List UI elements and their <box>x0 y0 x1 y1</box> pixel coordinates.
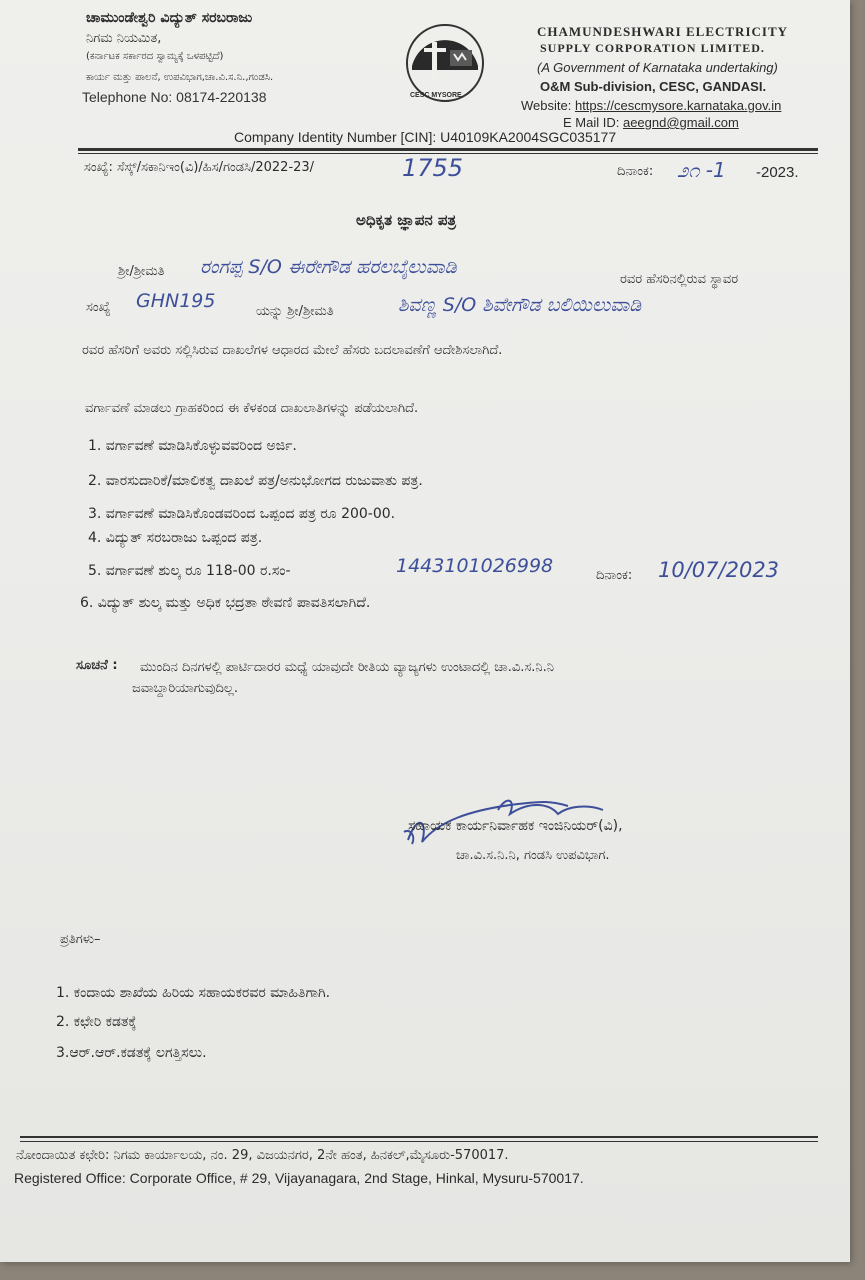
en-org-line4: O&M Sub-division, CESC, GANDASI. <box>540 79 767 94</box>
documents-intro: ವರ್ಗಾವಣೆ ಮಾಡಲು ಗ್ರಾಹಕರಿಂದ ಈ ಕೆಳಕಂಡ ದಾಖಲಾತಿಗಳನ್ನು ಪಡೆಯಲಾಗಿದೆ. <box>85 401 419 416</box>
date-label: ದಿನಾಂಕ: <box>617 164 654 179</box>
en-org-line2: SUPPLY CORPORATION LIMITED. <box>540 41 765 55</box>
body-line2-prefix: ಸಂಖ್ಯೆ <box>86 300 111 315</box>
en-org-line1: CHAMUNDESHWARI ELECTRICITY <box>537 24 789 39</box>
date-handwritten: ೨೧ -1 <box>677 158 726 182</box>
footer-divider-thin <box>20 1141 818 1142</box>
body-line3: ರವರ ಹೆಸರಿಗೆ ಅವರು ಸಲ್ಲಿಸಿರುವ ದಾಖಲೆಗಳ ಆಧಾರದ ಮೇಲೆ ಹೆಸರು ಬದಲಾವಣೆಗೆ ಆದೇಶಿಸಲಾಗಿದೆ. <box>82 343 503 358</box>
en-org-line3: (A Government of Karnataka undertaking) <box>537 60 778 75</box>
footer-english: Registered Office: Corporate Office, # 29, Vijayanagara, 2nd Stage, Hinkal, Mysuru-570017. <box>14 1170 584 1186</box>
letter-title: ಅಧಿಕೃತ ಜ್ಞಾಪನ ಪತ್ರ <box>356 211 457 229</box>
fee-date-label: ದಿನಾಂಕ: <box>596 568 633 583</box>
copy-item: 1. ಕಂದಾಯ ಶಾಖೆಯ ಹಿರಿಯ ಸಹಾಯಕರವರ ಮಾಹಿತಿಗಾಗಿ. <box>56 985 331 1001</box>
note-label: ಸೂಚನೆ : <box>76 658 118 673</box>
website-label: Website: <box>521 98 572 113</box>
receipt-number: 1443101026998 <box>396 555 554 577</box>
logo-caption: CESC MYSORE <box>410 92 462 99</box>
date-year: -2023. <box>756 164 799 181</box>
telephone: Telephone No: 08174-220138 <box>82 89 267 105</box>
body-line1-suffix: ರವರ ಹೆಸರಿನಲ್ಲಿರುವ ಸ್ಥಾವರ <box>620 272 739 287</box>
document-item: 3. ವರ್ಗಾವಣೆ ಮಾಡಿಸಿಕೊಂಡವರಿಂದ ಒಪ್ಪಂದ ಪತ್ರ ರೂ 200-00. <box>88 506 396 522</box>
copy-item: 3.ಆರ್.ಆರ್.ಕಡತಕ್ಕೆ ಲಗತ್ತಿಸಲು. <box>56 1045 207 1061</box>
website-row <box>521 98 781 113</box>
cin: Company Identity Number [CIN]: U40109KA2004SGC035177 <box>234 129 617 145</box>
document-item: 2. ವಾರಸುದಾರಿಕೆ/ಮಾಲಿಕತ್ವ ದಾಖಲೆ ಪತ್ರ/ಅನುಭೋಗದ ರುಜುವಾತು ಪತ್ರ. <box>88 473 423 489</box>
reference-number-handwritten: 1755 <box>402 154 464 182</box>
email-label: E Mail ID: <box>563 115 620 130</box>
copy-item: 2. ಕಛೇರಿ ಕಡತಕ್ಕೆ <box>56 1014 137 1030</box>
email-row <box>563 115 739 130</box>
consumer-old-name: ರಂಗಪ್ಪ S/O ಈರೇಗೌಡ ಹರಲಬೈಲುವಾಡಿ <box>200 256 457 278</box>
document-item: 4. ವಿದ್ಯುತ್ ಸರಬರಾಜು ಒಪ್ಪಂದ ಪತ್ರ. <box>88 530 263 546</box>
header-divider <box>78 148 818 151</box>
document-item: 6. ವಿದ್ಯುತ್ ಶುಲ್ಕ ಮತ್ತು ಅಧಿಕ ಭದ್ರತಾ ಠೇವಣಿ ಪಾವತಿಸಲಾಗಿದೆ. <box>80 595 371 611</box>
rr-number: GHN195 <box>136 290 216 312</box>
kn-org-line3: (ಕರ್ನಾಟಕ ಸರ್ಕಾರದ ಸ್ವಾಮ್ಯಕ್ಕೆ ಒಳಪಟ್ಟಿದೆ) <box>86 51 224 62</box>
document-item: 1. ವರ್ಗಾವಣೆ ಮಾಡಿಸಿಕೊಳ್ಳುವವರಿಂದ ಅರ್ಜಿ. <box>88 438 297 454</box>
note-line1: ಮುಂದಿನ ದಿನಗಳಲ್ಲಿ ಪಾರ್ಟಿದಾರರ ಮಧ್ಯೆ ಯಾವುದೇ ರೀತಿಯ ವ್ಯಾಜ್ಯಗಳು ಉಂಟಾದಲ್ಲಿ ಚಾ.ವಿ.ಸ.ನಿ.ನಿ <box>140 660 554 675</box>
kn-org-line1: ಚಾಮುಂಡೇಶ್ವರಿ ವಿದ್ಯುತ್ ಸರಬರಾಜು <box>86 10 253 26</box>
copies-heading: ಪ್ರತಿಗಳು– <box>60 932 101 947</box>
kn-org-line4: ಕಾರ್ಯ ಮತ್ತು ಪಾಲನೆ, ಉಪವಿಭಾಗ,ಚಾ.ವಿ.ಸ.ನಿ.,ಗಂಡಸಿ. <box>86 72 274 83</box>
note-line2: ಜವಾಬ್ದಾರಿಯಾಗುವುದಿಲ್ಲ. <box>132 681 238 696</box>
reference-number-label: ಸಂಖ್ಯೆ: ಸೆಸ್ಕ್/ಸಕಾನಿಇಂ(ವಿ)/ಹಿಸ/ಗಂಡಸಿ/2022-23/ <box>84 160 315 175</box>
website-link[interactable]: https://cescmysore.karnataka.gov.in <box>574 98 782 113</box>
email-link[interactable]: aeegnd@gmail.com <box>622 115 739 130</box>
fee-date: 10/07/2023 <box>658 558 780 582</box>
footer-divider <box>20 1136 818 1138</box>
signatory-designation: ಸಹಾಯಕ ಕಾರ್ಯನಿರ್ವಾಹಕ ಇಂಜಿನಿಯರ್(ವಿ), <box>408 818 623 834</box>
body-line2-mid: ಯನ್ನು ಶ್ರೀ/ಶ್ರೀಮತಿ <box>256 304 334 319</box>
fee-line-text: 5. ವರ್ಗಾವಣೆ ಶುಲ್ಕ ರೂ 118-00 ರ.ಸಂ- <box>88 563 291 579</box>
consumer-new-name: ಶಿವಣ್ಣ S/O ಶಿವೇಗೌಡ ಬಲಿಯಿಲುವಾಡಿ <box>398 294 642 316</box>
body-line1-prefix: ಶ್ರೀ/ಶ್ರೀಮತಿ <box>118 264 165 279</box>
signatory-office: ಚಾ.ವಿ.ಸ.ನಿ.ನಿ, ಗಂಡಸಿ ಉಪವಿಭಾಗ. <box>456 848 610 863</box>
footer-kannada: ನೋಂದಾಯಿತ ಕಛೇರಿ: ನಿಗಮ ಕಾರ್ಯಾಲಯ, ನಂ. 29, ವಿಜಯನಗರ, 2ನೇ ಹಂತ, ಹಿನಕಲ್,ಮೈಸೂರು-570017. <box>16 1148 509 1163</box>
kn-org-line2: ನಿಗಮ ನಿಯಮಿತ, <box>86 31 162 46</box>
